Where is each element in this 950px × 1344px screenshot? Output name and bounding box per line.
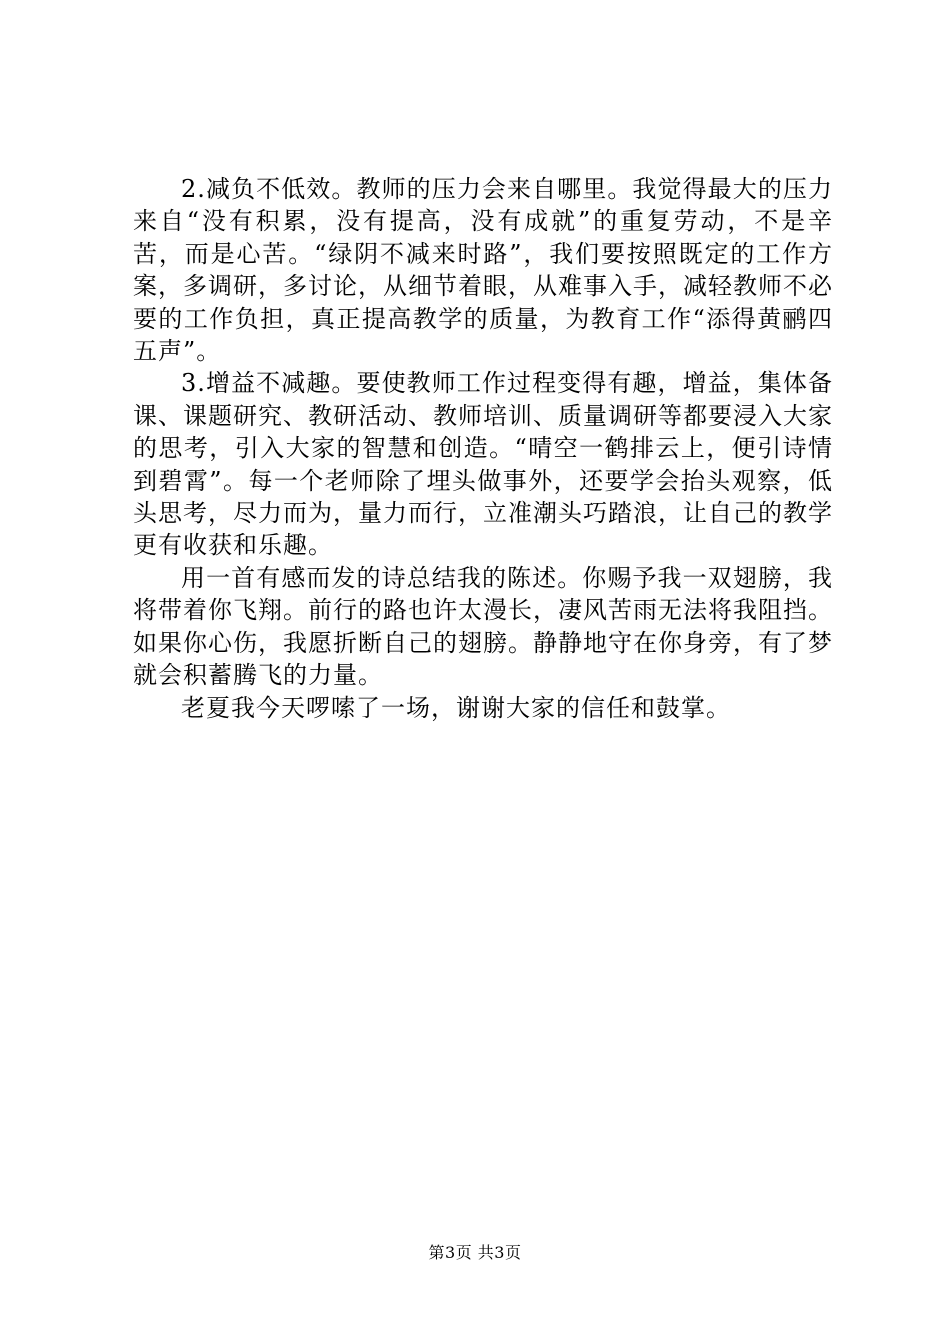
page-total: 共3页: [477, 1243, 522, 1262]
document-body: [133, 173, 833, 724]
paragraph-poem-summary: 用一首有感而发的诗总结我的陈述。你赐予我一双翅膀，我将带着你飞翔。前行的路也许太漫长，凄风苦雨无法将我阻挡。如果你心伤，我愿折断自己的翅膀。静静地守在你身旁，有了梦就会积蓄腾飞的力量。: [133, 563, 833, 690]
page-number: 第3页: [428, 1243, 473, 1262]
paragraph-reduce-burden: 2.减负不低效。教师的压力会来自哪里。我觉得最大的压力来自“没有积累，没有提高，没有成就”的重复劳动，不是辛苦，而是心苦。“绿阴不减来时路”，我们要按照既定的工作方案，多调研，多讨论，从细节着眼，从难事入手，减轻教师不必要的工作负担，真正提高教学的质量，为教育工作“添得黄鹂四五声”。: [133, 175, 833, 366]
paragraph-increase-interest: 3.增益不减趣。要使教师工作过程变得有趣，增益，集体备课、课题研究、教研活动、教师培训、质量调研等都要浸入大家的思考，引入大家的智慧和创造。“晴空一鹤排云上，便引诗情到碧霄”。每一个老师除了埋头做事外，还要学会抬头观察，低头思考，尽力而为，量力而行，立准潮头巧踏浪，让自己的教学更有收获和乐趣。: [133, 369, 833, 560]
page-footer: [0, 1243, 950, 1263]
paragraph-closing: 老夏我今天啰嗦了一场，谢谢大家的信任和鼓掌。: [181, 693, 731, 722]
